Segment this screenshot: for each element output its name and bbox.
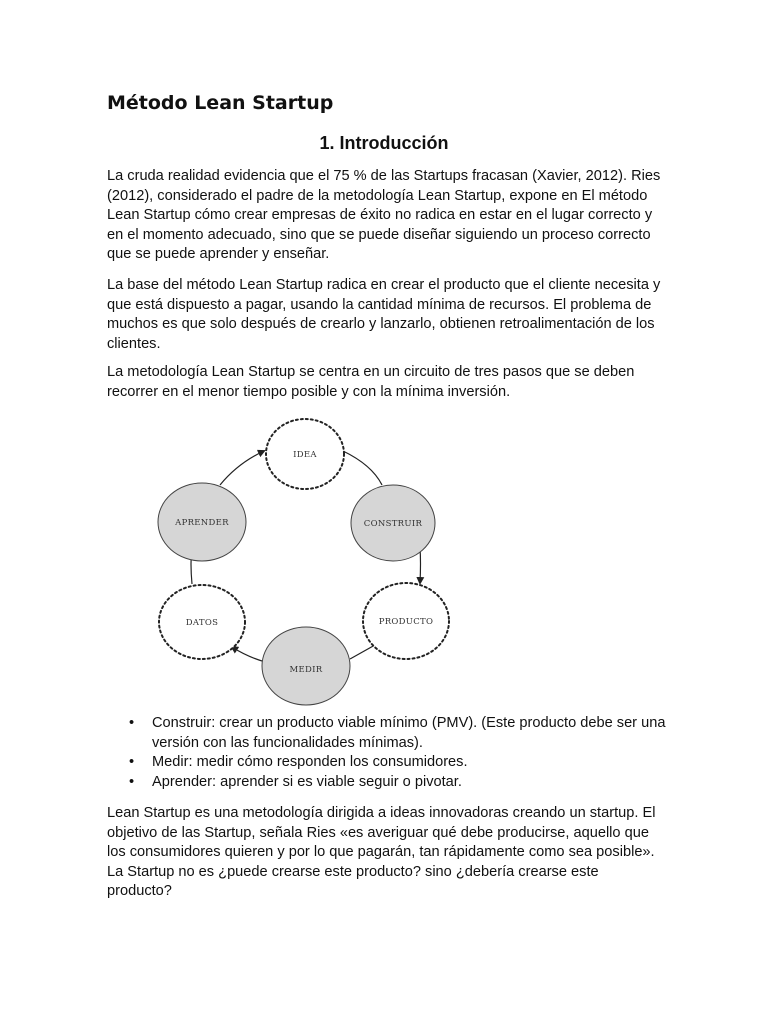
list-item-text: Construir: crear un producto viable mínimo (PMV). (Este producto debe ser una versión con las funcionalidades mínimas).: [152, 715, 666, 751]
list-item: [107, 753, 667, 773]
paragraph-conclusion: Lean Startup es una metodología dirigida a ideas innovadoras creando un startup. El objetivo de las Startup, señala Ries «es averiguar qué debe producirse, aquello que los consumidores quieren y por lo que pagarán, tan rápidamente como sea posible». La Startup no es ¿puede crearse este producto? sino ¿debería crearse este producto?: [107, 805, 656, 900]
bullet-icon: •: [129, 754, 135, 771]
bullet-icon: •: [129, 773, 135, 790]
document-title: Método Lean Startup: [107, 92, 334, 114]
arrow-medir-to-datos: [232, 647, 262, 661]
list-item-text: Medir: medir cómo responden los consumidores.: [152, 754, 468, 771]
connector-idea-to-construir: [343, 451, 382, 485]
paragraph-intro: La cruda realidad evidencia que el 75 % de las Startups fracasan (Xavier, 2012). Ries (2012), considerado el padre de la metodología Lean Startup, expone en El método Lean Startup cómo crear empresas de éxito no radica en estar en el lugar correcto y en el momento adecuado, sino que se puede diseñar siguiendo un proceso correcto que se puede aprender y enseñar.: [107, 168, 661, 263]
list-item-text: Aprender: aprender si es viable seguir o pivotar.: [152, 773, 462, 790]
lean-startup-cycle-diagram: [150, 413, 470, 708]
node-medir: [262, 627, 350, 705]
arrow-aprender-to-idea: [220, 451, 264, 485]
node-label-idea: IDEA: [293, 450, 317, 460]
node-label-construir: CONSTRUIR: [363, 519, 423, 529]
node-label-datos: DATOS: [185, 618, 219, 628]
paragraph-base: La base del método Lean Startup radica en crear el producto que el cliente necesita y que está dispuesto a pagar, usando la cantidad mínima de recursos. El problema de muchos es que solo después de crearlo y lanzarlo, obtienen retroalimentación de los clientes.: [107, 277, 661, 352]
bullet-icon: •: [129, 715, 135, 731]
list-item: [107, 773, 667, 793]
paragraph-circuit: La metodología Lean Startup se centra en un circuito de tres pasos que se deben recorrer en el menor tiempo posible y con la mínima inversión.: [107, 364, 635, 400]
section-heading: 1. Introducción: [319, 133, 449, 153]
node-label-producto: PRODUCTO: [378, 617, 434, 627]
node-construir: [351, 485, 435, 561]
node-label-medir: MEDIR: [289, 665, 323, 675]
node-aprender: [158, 483, 246, 561]
node-producto: [363, 583, 449, 659]
steps-bullet-list: [107, 714, 667, 792]
node-label-aprender: APRENDER: [175, 518, 229, 528]
node-datos: [159, 585, 245, 659]
node-idea: [266, 419, 344, 489]
list-item: [107, 714, 667, 753]
